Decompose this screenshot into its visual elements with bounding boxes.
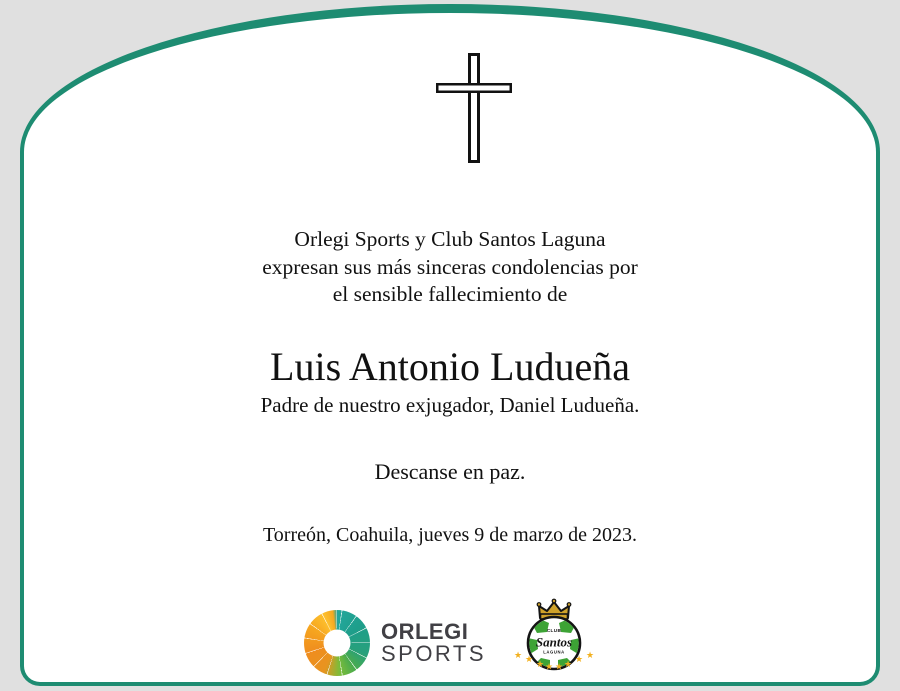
star-icon: ★ xyxy=(554,661,564,672)
condolence-text xyxy=(24,226,876,309)
logo-row xyxy=(24,598,876,679)
star-icon: ★ xyxy=(535,659,545,669)
star-icon: ★ xyxy=(585,650,595,660)
farewell-text: Descanse en paz. xyxy=(374,459,526,484)
condolence-line: el sensible fallecimiento de xyxy=(332,282,568,306)
condolence-line: Orlegi Sports y Club Santos Laguna xyxy=(294,227,606,251)
orlegi-title: ORLEGI xyxy=(380,619,469,644)
star-icon: ★ xyxy=(513,650,523,660)
star-icon: ★ xyxy=(544,661,554,672)
star-icon: ★ xyxy=(563,659,573,669)
crest-santos-wordmark: Santos xyxy=(535,634,573,650)
memorial-card xyxy=(20,4,880,686)
condolence-line: expresan sus más sinceras condolencias por xyxy=(262,254,638,279)
cross-icon xyxy=(436,53,512,163)
deceased-name: Luis Antonio Ludueña xyxy=(270,344,630,389)
santos-laguna-crest xyxy=(512,598,596,679)
crest-laguna-label: LAGUNA xyxy=(543,649,565,655)
orlegi-subtitle: SPORTS xyxy=(380,641,487,666)
deceased-relation: Padre de nuestro exjugador, Daniel Ludueña. xyxy=(260,393,640,417)
orlegi-ring-icon xyxy=(304,610,370,676)
orlegi-wordmark xyxy=(381,621,486,665)
orlegi-sports-logo xyxy=(304,610,486,676)
star-icon: ★ xyxy=(574,654,584,664)
dateline-text: Torreón, Coahuila, jueves 9 de marzo de 2023. xyxy=(262,524,638,546)
star-icon: ★ xyxy=(524,654,534,664)
crest-club-label: CLUB xyxy=(546,628,562,633)
